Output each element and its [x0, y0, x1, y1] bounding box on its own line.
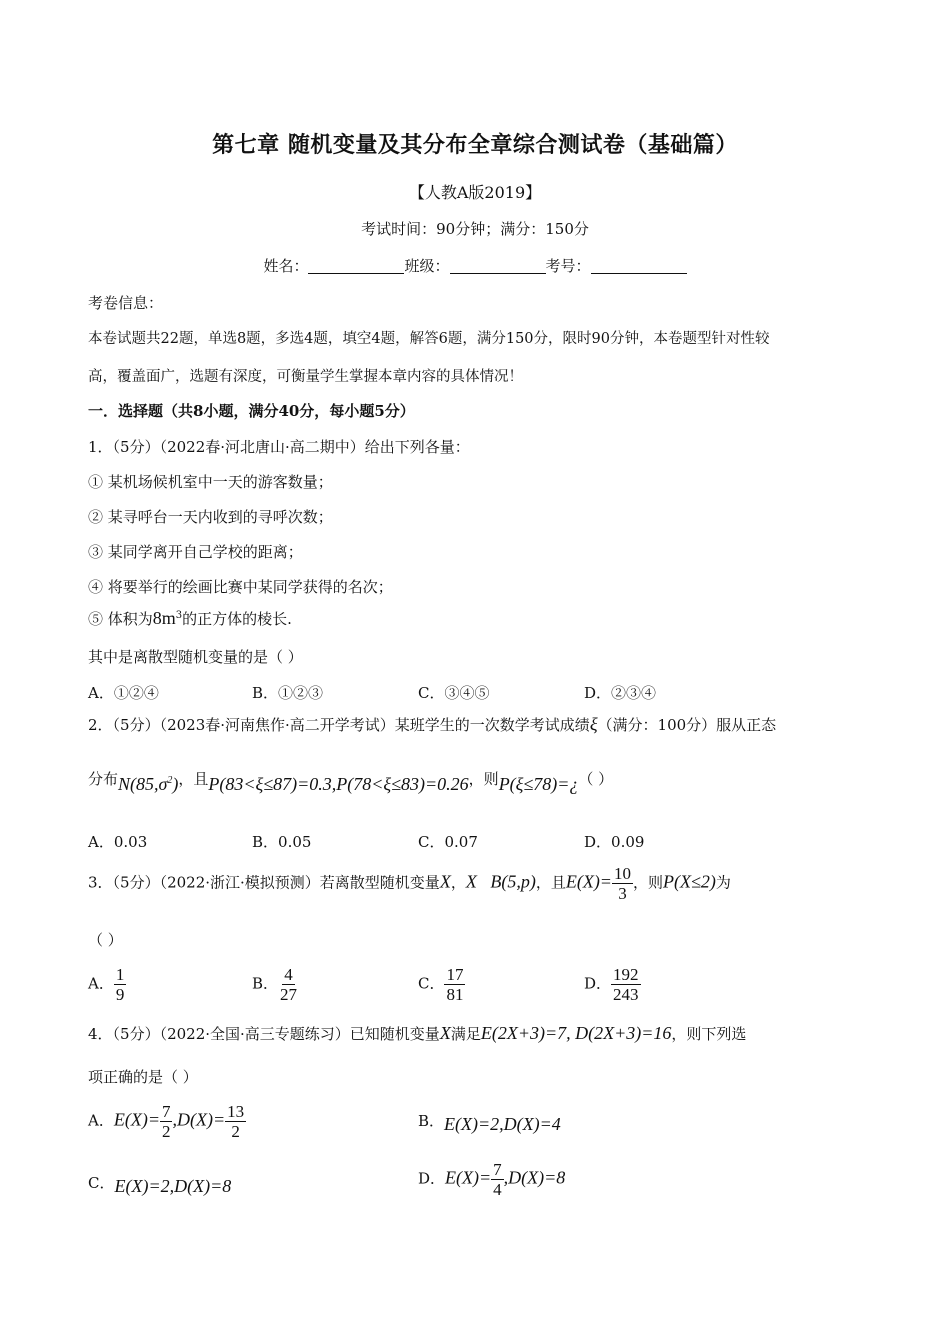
prob-3: P(ξ≤78)=¿	[498, 774, 579, 794]
q1-ask: 其中是离散型随机变量的是（ ）	[88, 648, 303, 666]
class-label: 班级：	[404, 257, 450, 275]
q3-stem-c: ，则	[632, 873, 663, 892]
option-label: D．	[584, 974, 612, 993]
q2-paren: （ ）	[578, 770, 614, 788]
option-expr: ,D(X)=8	[503, 1167, 566, 1188]
q4-stem-a: 4．（5分）（2022·全国·高三专题练习）已知随机变量	[88, 1025, 440, 1043]
q3-paren: （ ）	[88, 931, 123, 949]
q4-x: X	[439, 1023, 451, 1043]
q4-stem-c: ，则下列选	[671, 1025, 747, 1043]
option-label: C．	[418, 974, 445, 993]
info-label: 考卷信息：	[88, 294, 164, 312]
fraction-denominator: 81	[446, 985, 464, 1004]
q4-condition: E(2X+3)=7, D(2X+3)=16	[480, 1023, 672, 1043]
fraction-denominator: 4	[493, 1180, 502, 1199]
prob-1: P(83<ξ≤87)=0.3	[208, 774, 332, 794]
option-fraction	[278, 965, 299, 1004]
fraction-numerator: 13	[227, 1102, 245, 1121]
fraction-denominator: 9	[115, 985, 125, 1004]
q3-option-c[interactable]	[418, 965, 465, 1004]
option-label: A．	[88, 974, 114, 993]
fraction-numerator: 17	[446, 965, 464, 984]
q4-stem	[88, 1023, 746, 1044]
q4-stem-line-2: 项正确的是（ ）	[88, 1068, 198, 1086]
fraction-denominator: 2	[161, 1122, 171, 1141]
fraction-denominator: 2	[231, 1122, 240, 1141]
option-fraction	[225, 1102, 246, 1141]
fraction-numerator: 192	[613, 965, 639, 984]
student-fields	[0, 255, 950, 276]
option-label: B．	[252, 974, 279, 993]
fraction-numerator: 1	[115, 965, 125, 984]
expectation-fraction	[612, 864, 633, 903]
q3-option-b[interactable]	[252, 965, 299, 1004]
q1-option-a[interactable]: A．①②④	[88, 684, 159, 702]
option-label: D．	[418, 1169, 446, 1188]
fraction-numerator: 7	[493, 1160, 502, 1179]
name-blank[interactable]	[308, 257, 404, 274]
q3-x: X	[439, 871, 451, 892]
q3-stem-d: 为	[715, 873, 731, 892]
comma: ,	[331, 774, 337, 794]
q1-option-d[interactable]: D．②③④	[584, 684, 657, 702]
q2-stem	[88, 714, 776, 735]
option-expr: E(X)=2,D(X)=8	[114, 1176, 232, 1196]
xi-symbol: ξ	[589, 714, 598, 734]
binomial-expr: X B(5,p)	[465, 871, 536, 892]
option-expr: ,D(X)=	[172, 1109, 226, 1130]
q1-item-2: ② 某寻呼台一天内收到的寻呼次数；	[88, 508, 333, 526]
q4-option-d[interactable]	[418, 1160, 565, 1199]
q1-item-5-pre: ⑤ 体积为	[88, 610, 153, 628]
dist-close: )	[172, 774, 179, 794]
q2-stem-a: 2．（5分）（2023春·河南焦作·高二开学考试）某班学生的一次数学考试成绩	[88, 716, 590, 734]
number-label: 考号：	[545, 257, 591, 275]
q1-item-3: ③ 某同学离开自己学校的距离；	[88, 543, 303, 561]
fraction-numerator: 4	[284, 965, 293, 984]
q1-item-1: ① 某机场候机室中一天的游客数量；	[88, 473, 333, 491]
option-fraction	[611, 965, 641, 1004]
fraction-numerator: 10	[613, 864, 631, 883]
q3-option-a[interactable]	[88, 965, 126, 1004]
q3-stem-b: ，且	[535, 873, 566, 892]
option-fraction	[160, 1102, 173, 1141]
q1-option-c[interactable]: C．③④⑤	[418, 684, 490, 702]
prob-2: P(78<ξ≤83)=0.26	[336, 774, 469, 794]
section-heading: 一．选择题（共8小题，满分40分，每小题5分）	[88, 402, 415, 420]
fraction-denominator: 243	[613, 985, 639, 1004]
q2-and: ，且	[178, 770, 209, 788]
fraction-denominator: 27	[280, 985, 298, 1004]
option-expr: E(X)=	[113, 1109, 160, 1130]
q2-option-d[interactable]: D．0.09	[584, 833, 645, 851]
q4-option-c[interactable]	[88, 1172, 231, 1197]
option-expr: E(X)=	[445, 1167, 492, 1188]
q2-option-b[interactable]: B．0.05	[252, 833, 312, 851]
q3-option-d[interactable]	[584, 965, 641, 1004]
q4-stem-b: 满足	[450, 1025, 481, 1043]
q3-sep: ，	[450, 873, 466, 892]
info-line-1: 本卷试题共22题，单选8题，多选4题，填空4题，解答6题，满分150分，限时90分钟，本卷题型针对性较	[88, 331, 770, 347]
fraction-numerator: 7	[161, 1102, 171, 1121]
q3-stem	[88, 864, 731, 903]
q1-option-b[interactable]: B．①②③	[252, 684, 324, 702]
option-fraction	[444, 965, 465, 1004]
option-label: C．	[88, 1174, 115, 1192]
name-label: 姓名：	[263, 257, 309, 275]
edition-label: 【人教A版2019】	[408, 183, 542, 202]
volume-exponent: 3	[175, 610, 183, 621]
q4-option-b[interactable]	[418, 1110, 561, 1135]
volume-value: 8m	[152, 608, 176, 628]
normal-distribution	[118, 774, 178, 794]
q2-option-a[interactable]: A．0.03	[88, 833, 148, 851]
option-label: B．	[418, 1112, 445, 1130]
q1-item-5	[88, 608, 292, 629]
page-title: 第七章 随机变量及其分布全章综合测试卷（基础篇）	[212, 132, 738, 158]
q2-line-2	[88, 768, 613, 795]
info-line-2: 高，覆盖面广，选题有深度，可衡量学生掌握本章内容的具体情况！	[88, 369, 523, 385]
option-expr: E(X)=2,D(X)=4	[444, 1114, 561, 1134]
q2-dist-label: 分布	[88, 770, 119, 788]
exam-time: 考试时间：90分钟；满分：150分	[361, 220, 589, 238]
q1-item-4: ④ 将要举行的绘画比赛中某同学获得的名次；	[88, 578, 393, 596]
prob-expr: P(X≤2)	[662, 871, 716, 892]
dist-exponent: 2	[167, 775, 173, 786]
class-blank[interactable]	[450, 257, 546, 274]
q1-stem: 1．（5分）（2022春·河北唐山·高二期中）给出下列各量：	[88, 438, 470, 456]
option-fraction	[114, 965, 127, 1004]
dist-expr: N(85,σ	[118, 774, 168, 794]
q1-item-5-post: 的正方体的棱长.	[182, 610, 292, 628]
expectation-expr: E(X)=	[565, 871, 612, 892]
q3-stem-a: 3．（5分）（2022·浙江·模拟预测）若离散型随机变量	[88, 873, 440, 892]
number-blank[interactable]	[591, 257, 687, 274]
option-fraction	[491, 1160, 504, 1199]
q4-option-a[interactable]	[88, 1102, 246, 1141]
q2-option-c[interactable]: C．0.07	[418, 833, 478, 851]
q2-stem-b: （满分：100分）服从正态	[597, 716, 777, 734]
q2-then: ，则	[468, 770, 499, 788]
option-label: A．	[88, 1111, 114, 1130]
fraction-denominator: 3	[618, 884, 627, 903]
